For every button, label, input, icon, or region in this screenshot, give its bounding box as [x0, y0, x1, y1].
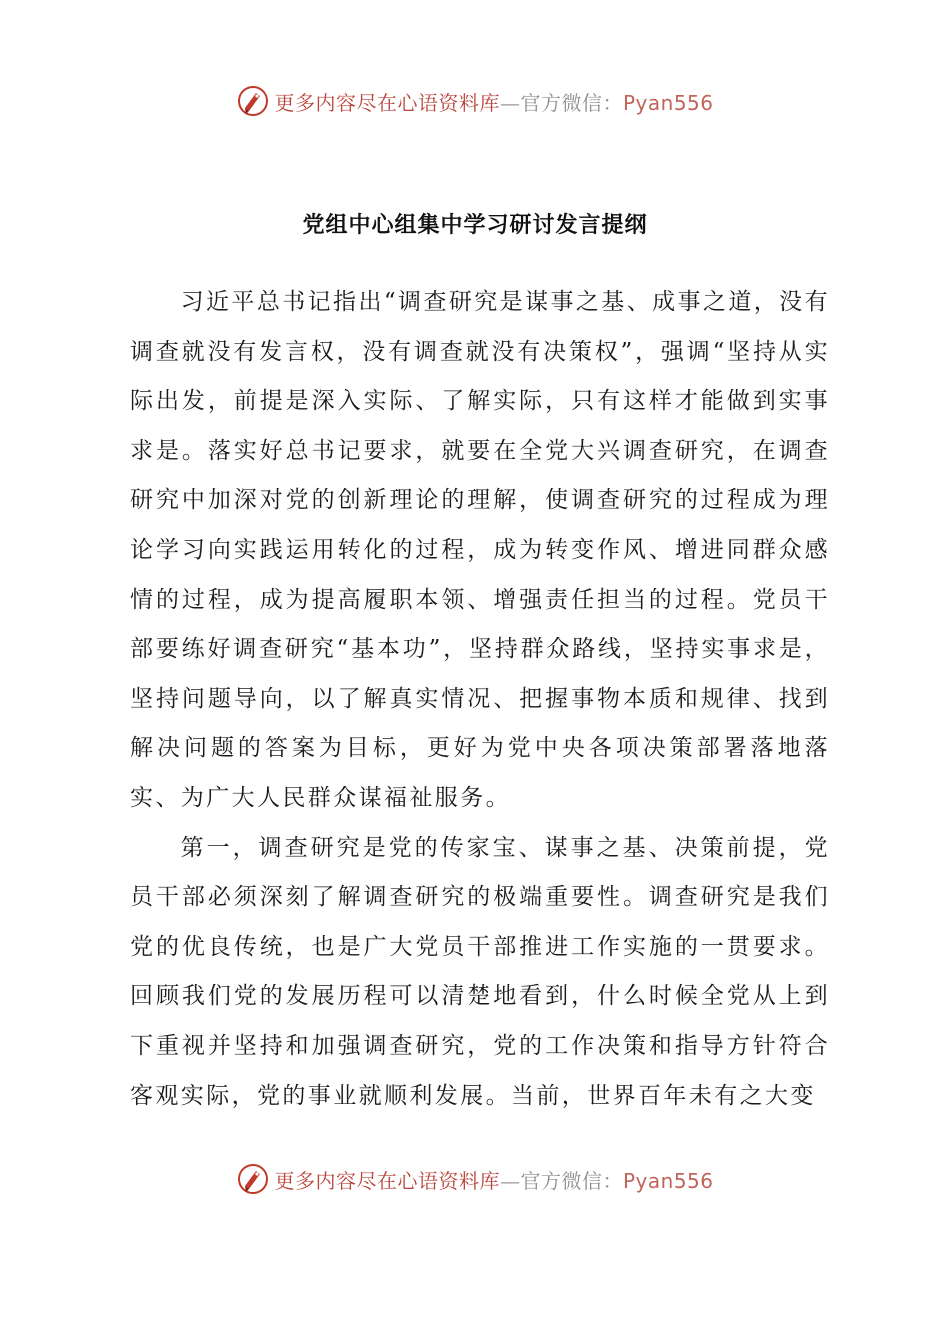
document-title: 党组中心组集中学习研讨发言提纲 [302, 213, 648, 238]
pen-nib-logo-icon [236, 84, 270, 118]
header-wechat-label: 官方微信： [520, 90, 623, 115]
pen-nib-logo-icon [236, 1162, 270, 1196]
header-banner-text [274, 87, 713, 116]
header-wechat-id: Pyan556 [622, 90, 714, 115]
body-paragraph-2: 第一，调查研究是党的传家宝、谋事之基、决策前提，党员干部必须深刻了解调查研究的极端重要性。调查研究是我们党的优良传统，也是广大党员干部推进工作实施的一贯要求。回顾我们党的发展历程可以清楚地看到，什么时候全党从上到下重视并坚持和加强调查研究，党的工作决策和指导方针符合客观实际，党的事业就顺利发展。当前，世界百年未有之大变 [130, 834, 830, 1109]
body-paragraph-1: 习近平总书记指出“调查研究是谋事之基、成事之道，没有调查就没有发言权，没有调查就没有决策权”，强调“坚持从实际出发，前提是深入实际、了解实际，只有这样才能做到实事求是。落实好总书记要求，就要在全党大兴调查研究，在调查研究中加深对党的创新理论的理解，使调查研究的过程成为理论学习向实践运用转化的过程，成为转变作风、增进同群众感情的过程，成为提高履职本领、增强责任担当的过程。党员干部要练好调查研究“基本功”，坚持群众路线，坚持实事求是，坚持问题导向，以了解真实情况、把握事物本质和规律、找到解决问题的答案为目标，更好为党中央各项决策部署落地落实、为广大人民群众谋福祉服务。 [130, 289, 830, 811]
footer-dash: — [499, 1168, 521, 1193]
document-body [130, 278, 830, 1121]
footer-wechat-id: Pyan556 [622, 1168, 714, 1193]
footer-banner [0, 1162, 950, 1196]
header-banner [0, 84, 950, 118]
footer-banner-text [274, 1165, 713, 1194]
footer-wechat-label: 官方微信： [520, 1168, 623, 1193]
header-promo-text: 更多内容尽在心语资料库 [274, 90, 500, 115]
header-dash: — [499, 90, 521, 115]
footer-promo-text: 更多内容尽在心语资料库 [274, 1168, 500, 1193]
